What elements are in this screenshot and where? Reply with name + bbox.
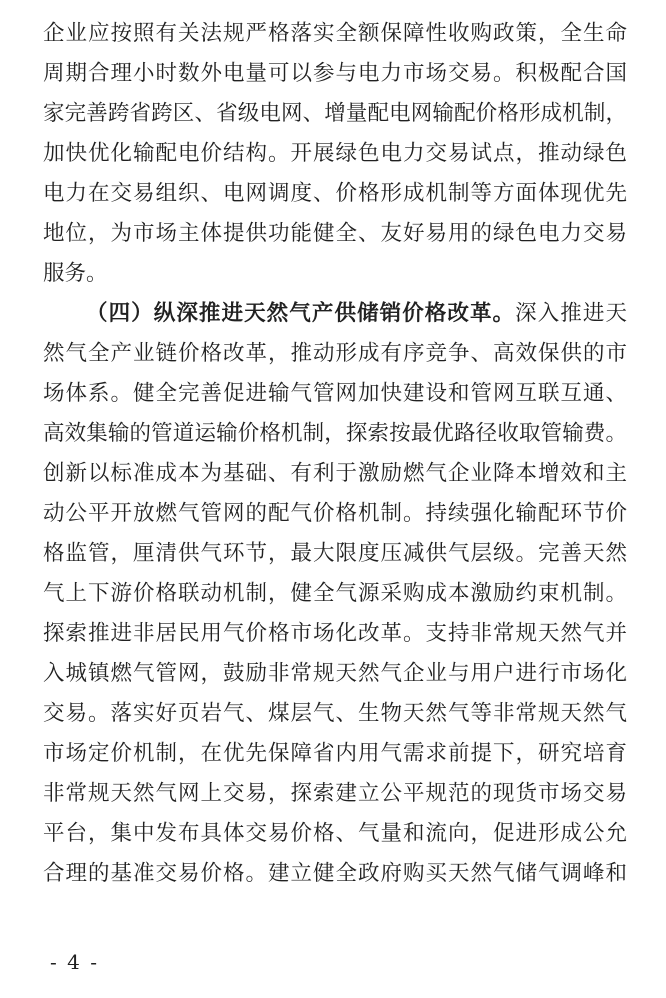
text-line: 企业应按照有关法规严格落实全额保障性收购政策，全生命 — [43, 21, 627, 46]
section-heading-continuation: 深入推进天 — [515, 301, 627, 326]
page-number: - 4 - — [50, 950, 99, 974]
text-line-section-heading — [43, 294, 627, 334]
text-line: 家完善跨省跨区、省级电网、增量配电网输配价格形成机制， — [43, 101, 627, 126]
text-line: 市场定价机制，在优先保障省内用气需求前提下，研究培育 — [43, 741, 627, 766]
text-line: 格监管，厘清供气环节，最大限度压减供气层级。完善天然 — [43, 541, 627, 566]
text-line: 创新以标准成本为基础、有利于激励燃气企业降本增效和主 — [43, 461, 627, 486]
text-line: 高效集输的管道运输价格机制，探索按最优路径收取管输费。 — [43, 421, 627, 446]
text-line: 地位，为市场主体提供功能健全、友好易用的绿色电力交易 — [43, 221, 627, 246]
text-line: 周期合理小时数外电量可以参与电力市场交易。积极配合国 — [43, 61, 627, 86]
text-line: 交易。落实好页岩气、煤层气、生物天然气等非常规天然气 — [43, 701, 627, 726]
text-line: 加快优化输配电价结构。开展绿色电力交易试点，推动绿色 — [43, 141, 627, 166]
text-line: 动公平开放燃气管网的配气价格机制。持续强化输配环节价 — [43, 501, 627, 526]
text-line: 非常规天然气网上交易，探索建立公平规范的现货市场交易 — [43, 781, 627, 806]
text-line: 然气全产业链价格改革，推动形成有序竞争、高效保供的市 — [43, 341, 627, 366]
text-line: 合理的基准交易价格。建立健全政府购买天然气储气调峰和 — [43, 861, 627, 886]
text-line: 探索推进非居民用气价格市场化改革。支持非常规天然气并 — [43, 621, 627, 646]
document-body-text — [43, 14, 627, 894]
text-line: 场体系。健全完善促进输气管网加快建设和管网互联互通、 — [43, 381, 627, 406]
text-line: 电力在交易组织、电网调度、价格形成机制等方面体现优先 — [43, 181, 627, 206]
text-line: 平台，集中发布具体交易价格、气量和流向，促进形成公允 — [43, 821, 627, 846]
text-line: 入城镇燃气管网，鼓励非常规天然气企业与用户进行市场化 — [43, 661, 627, 686]
text-line-paragraph-end: 服务。 — [43, 261, 108, 286]
section-heading-bold: （四）纵深推进天然气产供储销价格改革。 — [86, 301, 516, 326]
text-line: 气上下游价格联动机制，健全气源采购成本激励约束机制。 — [43, 581, 627, 606]
